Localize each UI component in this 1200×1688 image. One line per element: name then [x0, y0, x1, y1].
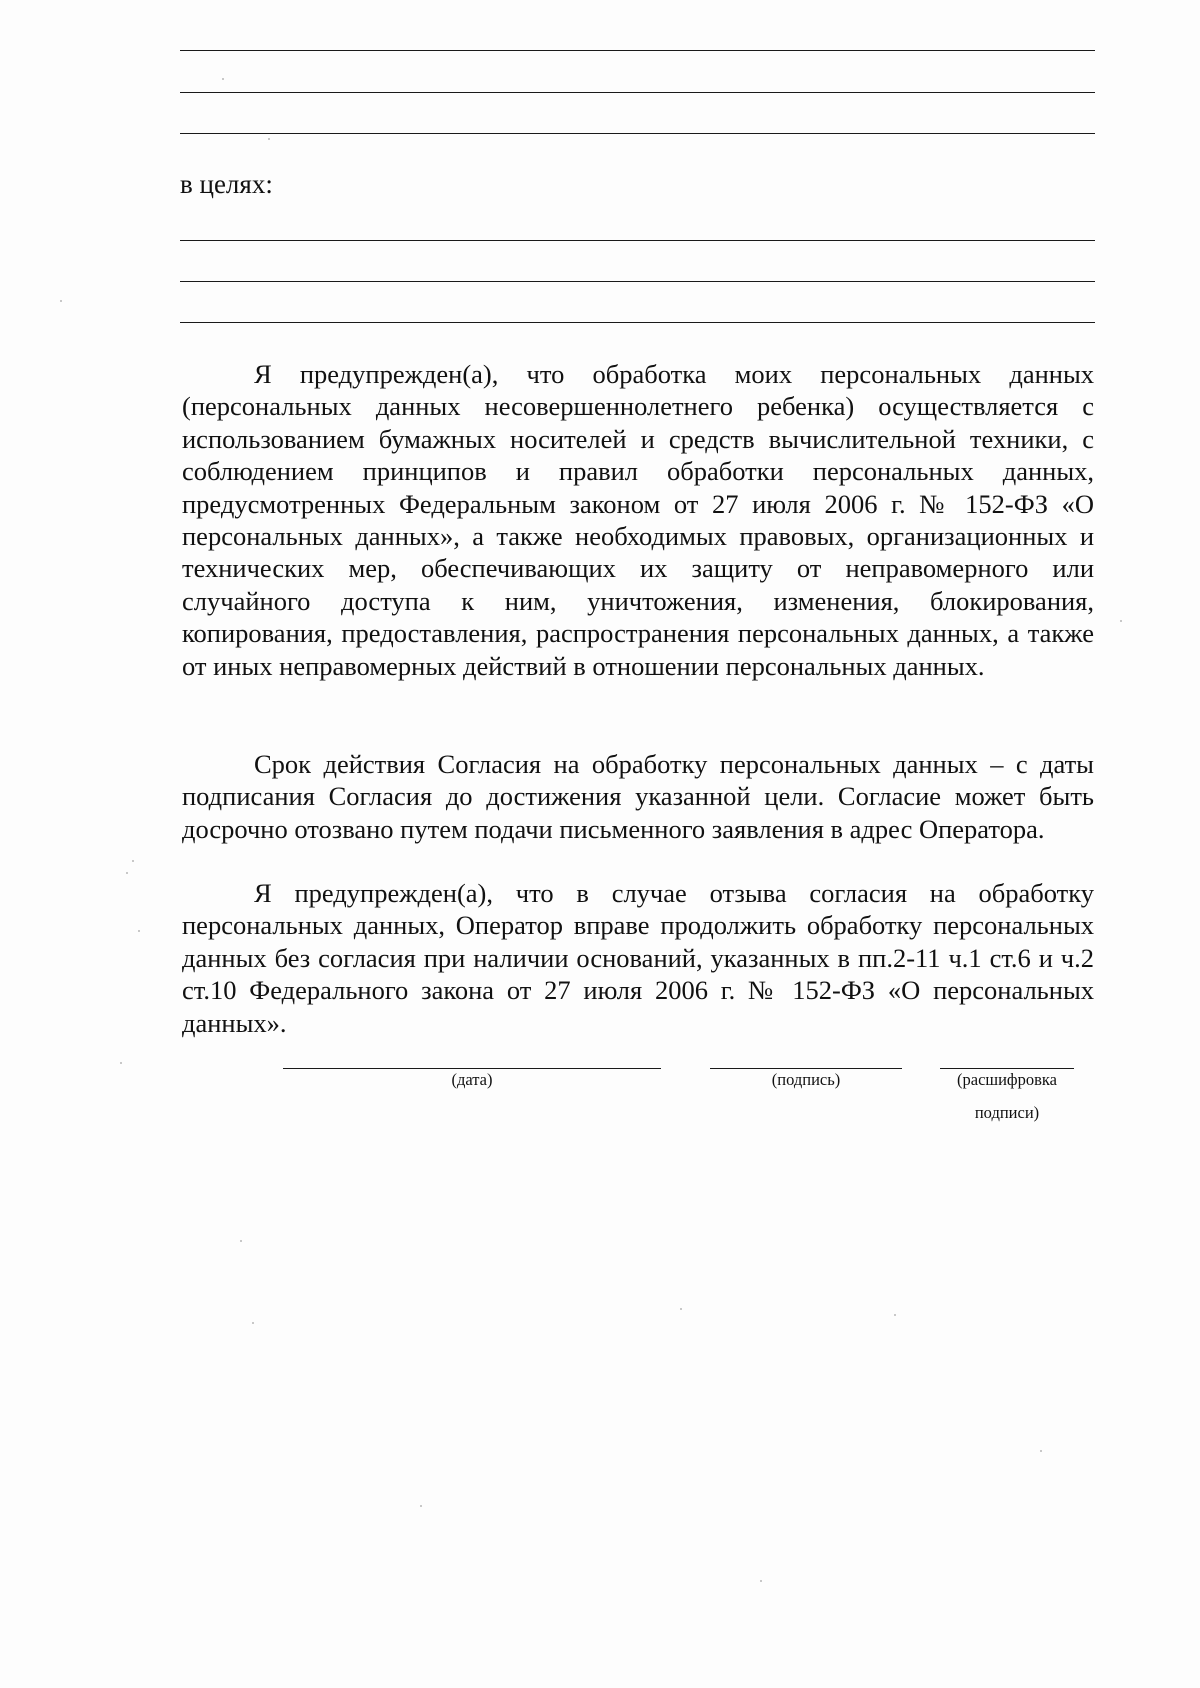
goals-line-1[interactable]	[180, 240, 1095, 241]
signature-line[interactable]	[710, 1068, 902, 1069]
decoding-caption-line1: (расшифровка	[957, 1070, 1057, 1089]
validity-term-paragraph: Срок действия Согласия на обработку персональных данных – с даты подписания Согласия до достижения указанной цели. Согласие может быть досрочно отозвано путем подачи письменного заявления в адрес Оператора.	[182, 749, 1094, 844]
processing-warning-paragraph: Я предупрежден(а), что обработка моих персональных данных (персональных данных несовершеннолетнего ребенка) осуществляется с использованием бумажных носителей и средств вычислительной техники, с соблюдением принципов и правил обработки персональных данных, предусмотренных Федеральным законом от 27 июля 2006 г. № 152-ФЗ «О персональных данных», а также необходимых правовых, организационных и технических мер, обеспечивающих их защиту от неправомерного или случайного доступа к ним, уничтожения, изменения, блокирования, копирования, предоставления, распространения персональных данных, а также от иных неправомерных действий в отношении персональных данных.	[182, 359, 1094, 681]
decoding-caption-line2: подписи)	[974, 1103, 1040, 1122]
goals-line-3[interactable]	[180, 322, 1095, 323]
goals-line-2[interactable]	[180, 281, 1095, 282]
blank-line-3[interactable]	[180, 133, 1095, 134]
decoding-line[interactable]	[940, 1068, 1074, 1069]
withdrawal-warning-paragraph: Я предупрежден(а), что в случае отзыва согласия на обработку персональных данных, Оператор вправе продолжить обработку персональных данных без согласия при наличии оснований, указанных в пп.2-11 ч.1 ст.6 и ч.2 ст.10 Федерального закона от 27 июля 2006 г. № 152-ФЗ «О персональных данных».	[182, 878, 1094, 1038]
signature-caption: (подпись)	[771, 1070, 841, 1089]
goals-label: в целях:	[180, 169, 273, 199]
blank-line-1[interactable]	[180, 50, 1095, 51]
date-caption: (дата)	[451, 1070, 493, 1089]
blank-line-2[interactable]	[180, 92, 1095, 93]
date-line[interactable]	[283, 1068, 661, 1069]
